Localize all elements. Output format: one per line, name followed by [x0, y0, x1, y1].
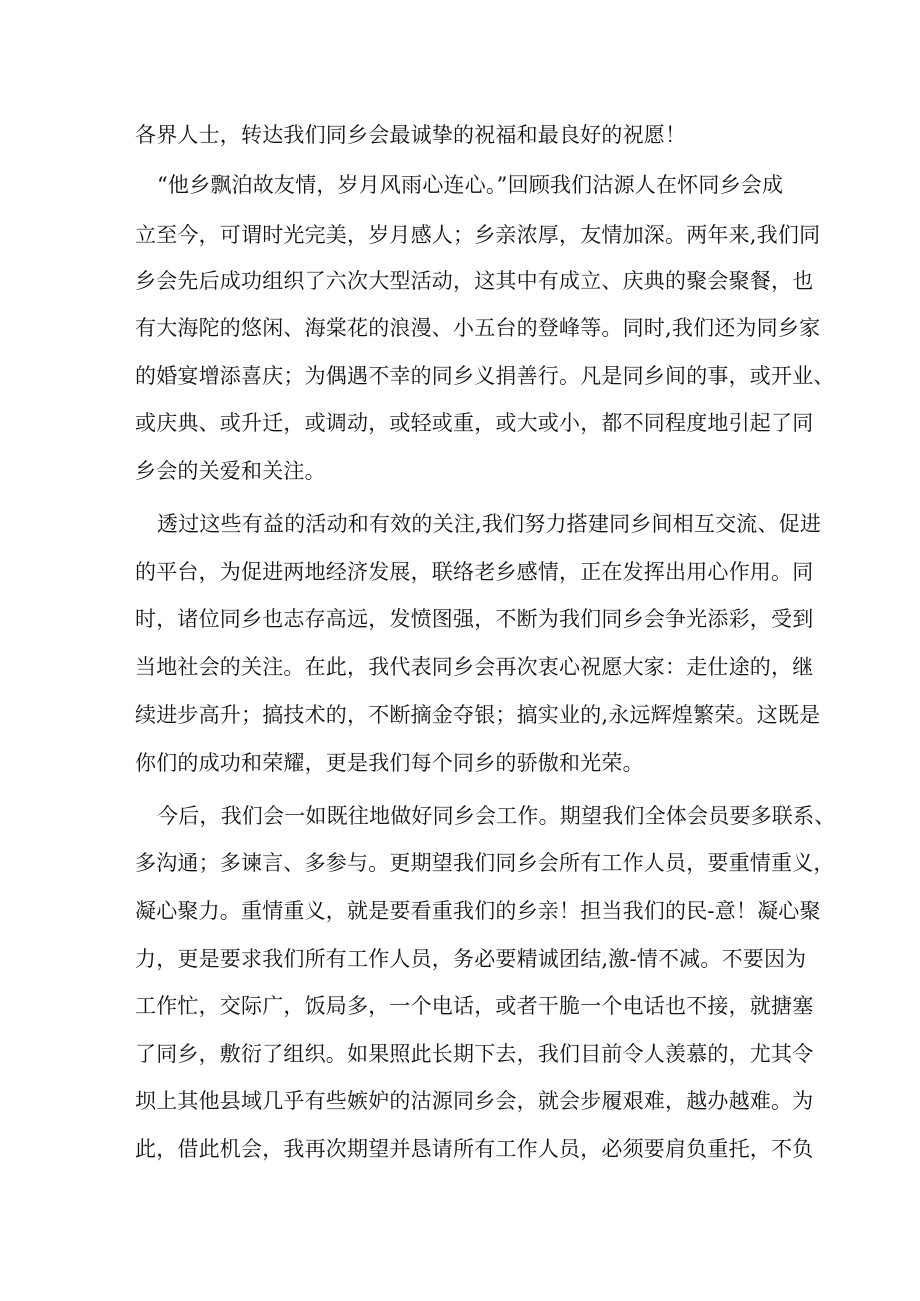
text-line: 的婚宴增添喜庆；为偶遇不幸的同乡义捐善行。凡是同乡间的事，或开业、: [135, 364, 835, 388]
text-line: 各界人士，转达我们同乡会最诚挚的祝福和最良好的祝愿！: [135, 123, 687, 147]
text-line: 当地社会的关注。在此，我代表同乡会再次衷心祝愿大家：走仕途的，继: [135, 655, 814, 679]
text-line: 了同乡，敷衍了组织。如果照此长期下去，我们目前令人羡慕的，尤其令: [135, 1042, 814, 1066]
text-line: 乡会先后成功组织了六次大型活动，这其中有成立、庆典的聚会聚餐，也: [135, 269, 814, 293]
paragraph-first-line: 透过这些有益的活动和有效的关注,我们努力搭建同乡间相互交流、促进: [157, 512, 822, 536]
text-line: 或庆典、或升迁，或调动，或轻或重，或大或小，都不同程度地引起了同: [135, 411, 814, 435]
text-line: 坝上其他县域几乎有些嫉妒的沽源同乡会，就会步履艰难，越办越难。为: [135, 1089, 814, 1113]
text-line: 有大海陀的悠闲、海棠花的浪漫、小五台的登峰等。同时,我们还为同乡家: [135, 316, 821, 340]
text-line: 续进步高升；搞技术的，不断摘金夺银；搞实业的,永远辉煌繁荣。这既是: [135, 703, 821, 727]
text-line: 此，借此机会，我再次期望并恳请所有工作人员，必须要肩负重托，不负: [135, 1137, 814, 1161]
text-line: 时，诸位同乡也志存高远，发愤图强，不断为我们同乡会争光添彩，受到: [135, 607, 814, 631]
text-line: 你们的成功和荣耀，更是我们每个同乡的骄傲和光荣。: [135, 751, 644, 775]
text-line: 力，更是要求我们所有工作人员，务必要精诚团结,激-情不减。不要因为: [135, 947, 807, 971]
text-line: 多沟通；多谏言、多参与。更期望我们同乡会所有工作人员，要重情重义，: [135, 851, 835, 875]
paragraph-first-line: “他乡飘泊故友情，岁月风雨心连心。”回顾我们沽源人在怀同乡会成: [157, 173, 784, 197]
text-line: 的平台，为促进两地经济发展，联络老乡感情，正在发挥出用心作用。同: [135, 560, 814, 584]
paragraph-first-line: 今后，我们会一如既往地做好同乡会工作。期望我们全体会员要多联系、: [157, 804, 836, 828]
text-line: 乡会的关爱和关注。: [135, 459, 326, 483]
text-line: 立至今，可谓时光完美，岁月感人；乡亲浓厚，友情加深。两年来,我们同: [135, 223, 821, 247]
text-line: 凝心聚力。重情重义，就是要看重我们的乡亲！担当我们的民-意！凝心聚: [135, 899, 821, 923]
text-line: 工作忙，交际广，饭局多，一个电话，或者干脆一个电话也不接，就搪塞: [135, 994, 814, 1018]
